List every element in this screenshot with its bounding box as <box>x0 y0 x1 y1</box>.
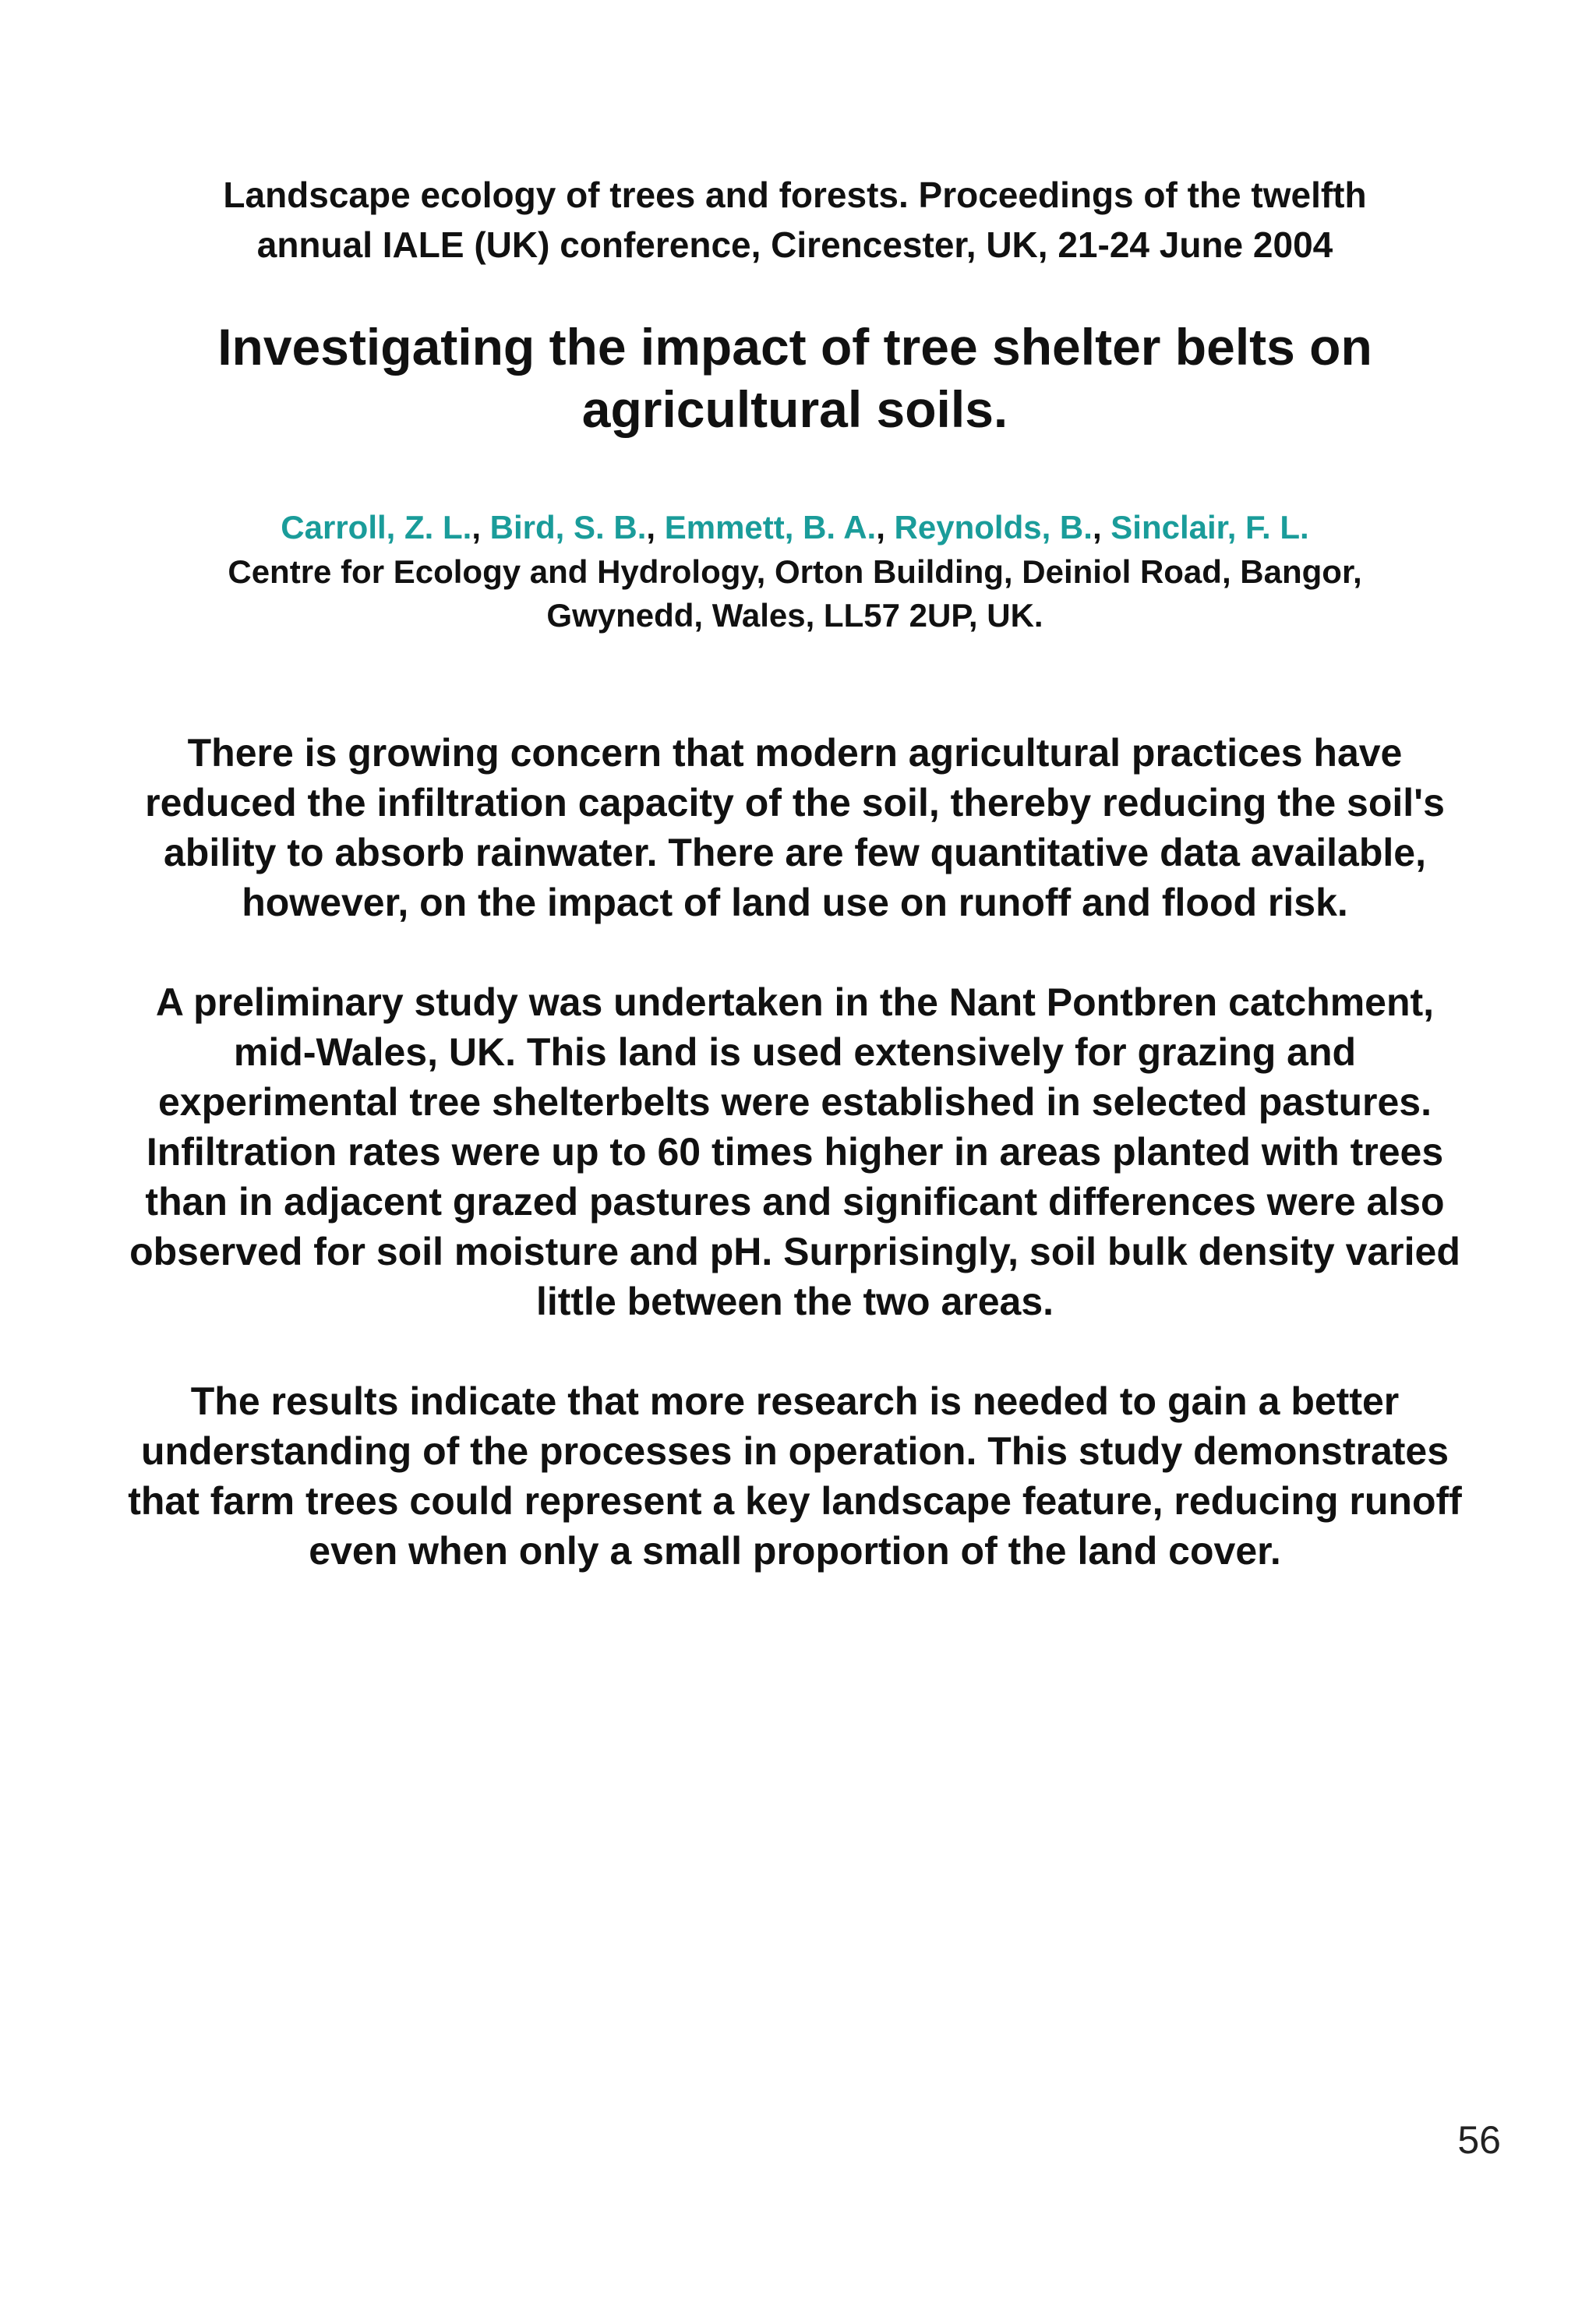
author-link-bird[interactable]: Bird, S. B. <box>489 509 647 546</box>
author-separator: , <box>646 509 665 546</box>
proceedings-line-1: Landscape ecology of trees and forests. Proceedings of the twelfth <box>223 175 1367 215</box>
author-separator: , <box>876 509 895 546</box>
page-number: 56 <box>1457 2118 1501 2162</box>
author-link-emmett[interactable]: Emmett, B. A. <box>664 509 877 546</box>
author-link-carroll[interactable]: Carroll, Z. L. <box>281 509 472 546</box>
title-line-2: agricultural soils. <box>581 380 1008 438</box>
author-list <box>109 505 1481 550</box>
affiliation-line-2: Gwynedd, Wales, LL57 2UP, UK. <box>546 597 1043 634</box>
abstract-paragraph-1: There is growing concern that modern agricultural practices have reduced the infiltration capacity of the soil, thereby reducing the soil's ability to absorb rainwater. There are few quantitative data available, however, on the impact of land use on runoff and flood risk. <box>145 731 1445 924</box>
abstract-paragraph-3: The results indicate that more research is needed to gain a better understanding of the processes in operation. This study demonstrates that farm trees could represent a key landscape feature, reducing runoff even when only a small proportion of the land cover. <box>128 1379 1462 1573</box>
title-line-1: Investigating the impact of tree shelter belts on <box>217 318 1372 376</box>
author-link-sinclair[interactable]: Sinclair, F. L. <box>1110 509 1309 546</box>
affiliation-line-1: Centre for Ecology and Hydrology, Orton Building, Deiniol Road, Bangor, <box>228 553 1362 590</box>
abstract-body <box>125 728 1465 1626</box>
proceedings-line-2: annual IALE (UK) conference, Cirencester, UK, 21-24 June 2004 <box>256 224 1333 265</box>
author-link-reynolds[interactable]: Reynolds, B. <box>894 509 1093 546</box>
abstract-paragraph-2: A preliminary study was undertaken in the Nant Pontbren catchment, mid-Wales, UK. This land is used extensively for grazing and experimental tree shelterbelts were established in selected pastures. Infiltration rates were up to 60 times higher in areas planted with trees than in adjacent grazed pastures and significant differences were also observed for soil moisture and pH. Surprisingly, soil bulk density varied little between the two areas. <box>129 980 1460 1323</box>
author-affiliation <box>109 550 1481 637</box>
author-separator: , <box>1092 509 1111 546</box>
proceedings-header <box>109 170 1481 270</box>
article-title <box>109 316 1481 440</box>
author-separator: , <box>471 509 490 546</box>
